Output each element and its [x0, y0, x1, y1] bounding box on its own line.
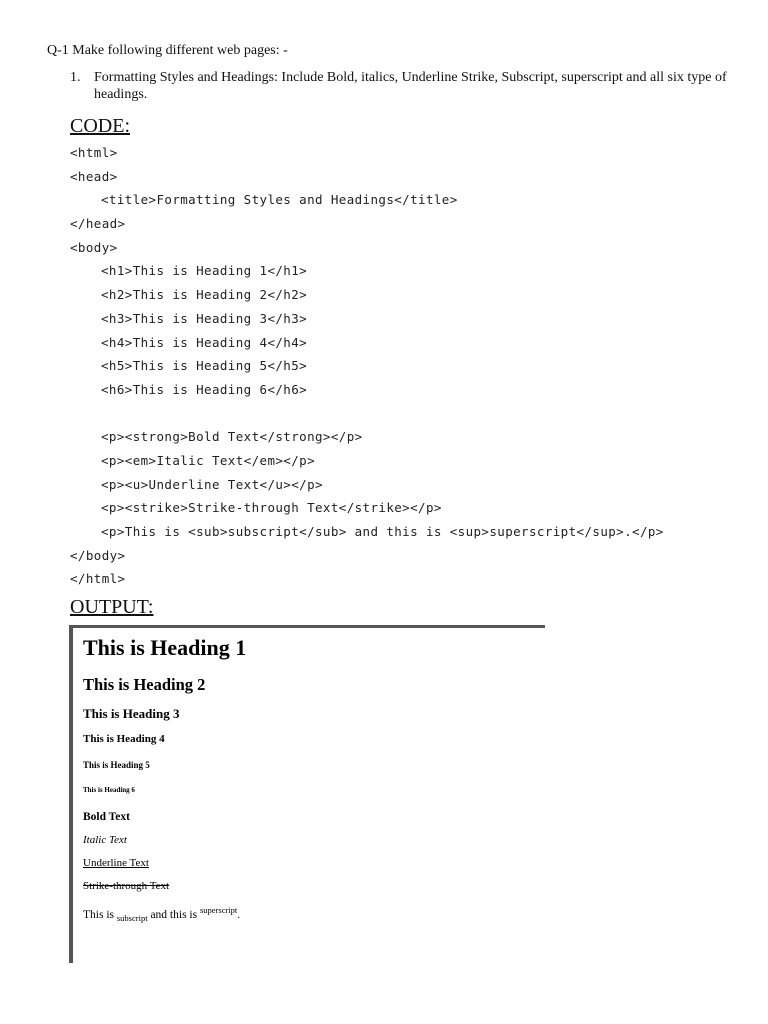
- output-heading-2: This is Heading 2: [83, 675, 206, 694]
- code-line: <head>: [70, 168, 118, 184]
- code-line: <p><u>Underline Text</u></p>: [101, 476, 323, 492]
- code-line: <h4>This is Heading 4</h4>: [101, 334, 308, 350]
- code-line: <p><strong>Bold Text</strong></p>: [101, 429, 363, 445]
- output-sub-sup-line: [83, 905, 240, 923]
- output-heading-4: This is Heading 4: [83, 733, 165, 745]
- code-line: <h1>This is Heading 1</h1>: [101, 263, 308, 279]
- code-line: <title>Formatting Styles and Headings</title>: [101, 192, 458, 208]
- code-line: <body>: [70, 239, 118, 255]
- output-subscript: subscript: [116, 913, 148, 924]
- task-description: Formatting Styles and Headings: Include Bold, italics, Underline Strike, Subscript, superscript and all six type of headings.: [94, 70, 727, 102]
- output-line-end: .: [237, 908, 241, 921]
- output-heading-6: This is Heading 6: [83, 786, 135, 794]
- code-line: <p><strike>Strike-through Text</strike></p>: [101, 500, 442, 516]
- output-heading-5: This is Heading 5: [83, 760, 150, 770]
- task-item: [70, 69, 730, 103]
- output-heading-1: This is Heading 1: [83, 635, 247, 660]
- output-line-middle: and this is: [147, 908, 200, 921]
- code-line: <h2>This is Heading 2</h2>: [101, 287, 308, 303]
- code-line: <html>: [70, 145, 118, 160]
- code-line: </head>: [70, 216, 126, 232]
- output-italic-text: Italic Text: [83, 834, 127, 846]
- code-line: <h5>This is Heading 5</h5>: [101, 358, 308, 374]
- task-number: 1.: [70, 70, 81, 85]
- code-line: <p><em>Italic Text</em></p>: [101, 452, 315, 468]
- output-strike-text: Strike-through Text: [83, 880, 170, 892]
- code-line: </html>: [70, 571, 126, 587]
- output-heading: OUTPUT:: [70, 596, 154, 618]
- output-line-start: This is: [83, 908, 117, 921]
- code-line: <h3>This is Heading 3</h3>: [101, 310, 308, 326]
- code-line: <p>This is <sub>subscript</sub> and this is <sup>superscript</sup>.</p>: [101, 524, 664, 539]
- code-block: [70, 141, 664, 591]
- output-superscript: superscript: [199, 905, 238, 915]
- output-screenshot: [69, 625, 545, 963]
- code-line-blank: [70, 402, 664, 426]
- code-line: </body>: [70, 547, 126, 563]
- code-line: <h6>This is Heading 6</h6>: [101, 381, 308, 397]
- output-bold-text: Bold Text: [83, 811, 130, 823]
- code-heading: CODE:: [70, 115, 130, 137]
- question-title: Q-1 Make following different web pages: -: [47, 43, 288, 58]
- output-heading-3: This is Heading 3: [83, 706, 180, 721]
- output-underline-text: Underline Text: [83, 857, 149, 869]
